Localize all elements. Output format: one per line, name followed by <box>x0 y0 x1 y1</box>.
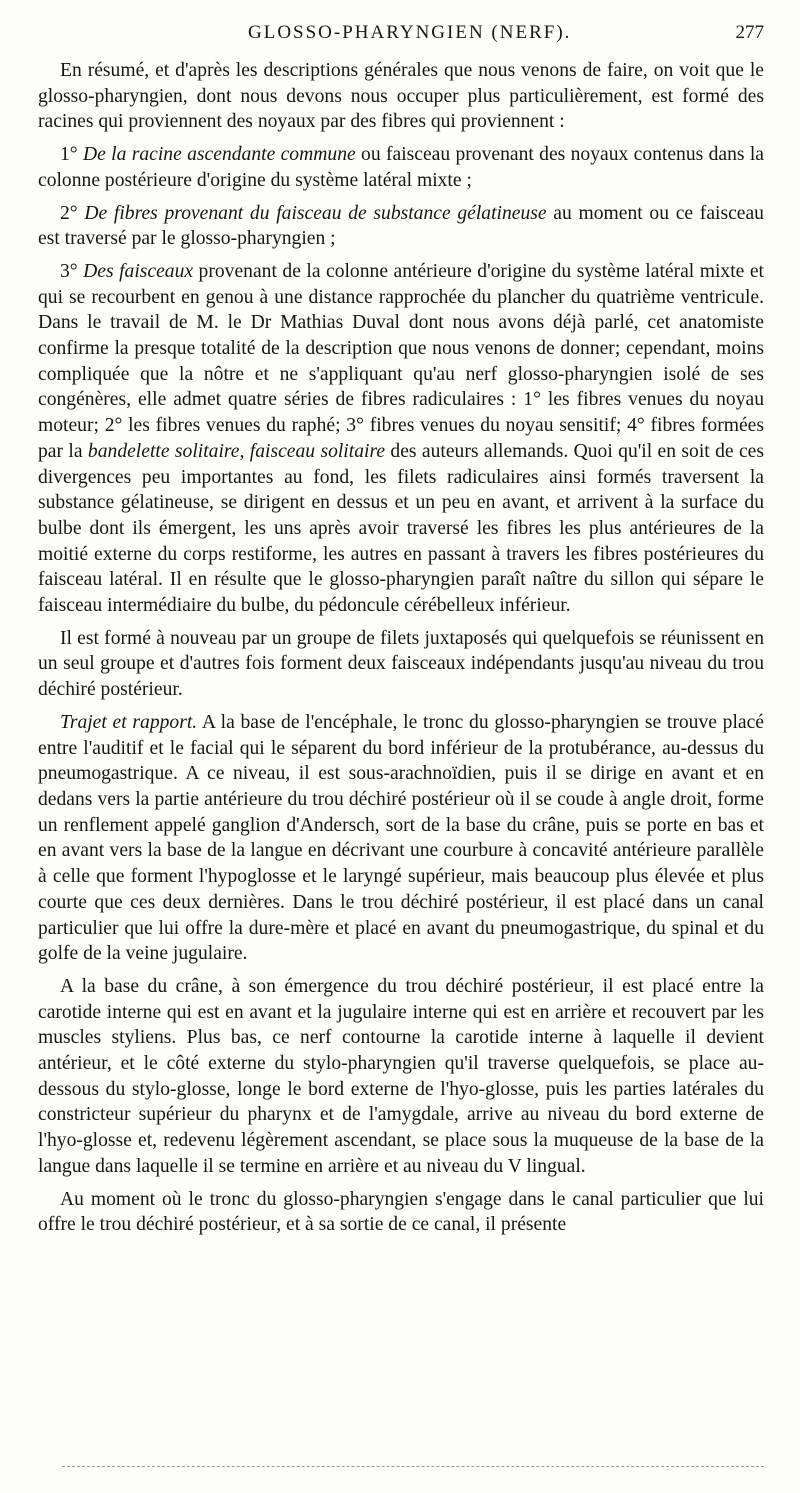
section-heading: Trajet et rapport. <box>60 711 198 733</box>
paragraph-item-3 <box>38 259 764 619</box>
paragraph-text: provenant de la colonne antérieure d'origine du système latéral mixte et qui se recourbent en genou à une distance rapprochée du plancher du quatrième ventricule. Dans le travail de M. le Dr Mathias Duval dont nous avons déjà parlé, cet anatomiste confirme la presque totalité de la description que nous venons de donner; cependant, moins compliquée que la nôtre et ne s'appliquant qu'au nerf glosso-pharyngien isolé de ses congénères, elle admet quatre séries de fibres radiculaires : 1° les fibres venues du noyau moteur; 2° les fibres venues du raphé; 3° fibres venues du noyau sensitif; 4° fibres formées par la <box>38 260 764 462</box>
paragraph-forme <box>38 626 764 703</box>
paragraph-base-crane <box>38 974 764 1180</box>
page-number: 277 <box>735 22 764 43</box>
item-number: 3° <box>60 260 78 282</box>
item-number: 2° <box>60 202 78 224</box>
paragraph-text: A la base de l'encéphale, le tronc du glosso-pharyngien se trouve placé entre l'auditif et le facial qui le séparent du bord inférieur de la protubérance, au-dessus du pneumogastrique. A ce niveau, il est sous-arachnoïdien, puis il se dirige en avant et en dedans vers la partie antérieure du trou déchiré postérieur où il se coude à angle droit, forme un renflement appelé ganglion d'Andersch, sort de la base du crâne, puis se porte en bas et en avant vers la base de la langue en décrivant une courbure à concavité antérieure parallèle à celle que forment l'hypoglosse et le laryngé supérieur, mais beaucoup plus élevée et plus courte que ces deux dernières. Dans le trou déchiré postérieur, il est placé dans un canal particulier que lui offre la dure-mère et placé en avant du pneumogastrique, du spinal et du golfe de la veine jugulaire. <box>38 711 764 965</box>
paragraph-trajet <box>38 710 764 967</box>
paragraph-text: En résumé, et d'après les descriptions générales que nous venons de faire, on voit que le glosso-pharyngien, dont nous devons nous occuper plus particulièrement, est formé des racines qui proviennent des noyaux par des fibres qui proviennent : <box>38 60 764 133</box>
paragraph-resume <box>38 58 764 135</box>
paragraph-text: Il est formé à nouveau par un groupe de filets juxtaposés qui quelquefois se réunissent en un seul groupe et d'autres fois forment deux faisceaux indépendants jusqu'au niveau du trou déchiré postérieur. <box>38 627 764 701</box>
paragraph-text-continued: des auteurs allemands. Quoi qu'il en soit de ces divergences peu importantes au fond, les filets radiculaires ainsi formés traversent la substance gélatineuse, se dirigent en dessus et un peu en avant, et arrivent à la surface du bulbe dont ils émergent, les uns après avoir traversé les fibres les plus antérieures de la moitié externe du corps restiforme, les autres en passant à travers les fibres postérieures du faisceau latéral. Il en résulte que le glosso-pharyngien paraît naître du sillon qui sépare le faisceau intermédiaire du bulbe, du pédoncule cérébelleux inférieur. <box>38 440 764 617</box>
paragraph-text: A la base du crâne, à son émergence du trou déchiré postérieur, il est placé entre la carotide interne qui est en avant et la jugulaire interne qui est en arrière et recouvert par les muscles styliens. Plus bas, ce nerf contourne la carotide interne à laquelle il devient antérieur, et le côté externe du stylo-pharyngien qu'il traverse quelquefois, se place au-dessous du stylo-glosse, longe le bord externe de l'hyo-glosse, puis les parties latérales du constricteur supérieur du pharynx et de l'amygdale, arrive au niveau du bord externe de l'hyo-glosse et, redevenu légèrement ascendant, se place sous la muqueuse de la base de la langue dans laquelle il se termine en arrière et au niveau du V lingual. <box>38 975 764 1177</box>
page-header <box>38 22 764 50</box>
paragraph-moment <box>38 1187 764 1238</box>
paragraph-text: au moment ou ce faisceau est traversé par le glosso-pharyngien ; <box>38 202 764 250</box>
paragraph-item-2 <box>38 201 764 252</box>
item-heading: De fibres provenant du faisceau de substance gélatineuse <box>84 202 547 224</box>
page-body <box>38 58 764 1238</box>
item-heading: De la racine ascendante commune <box>82 144 356 166</box>
item-heading: Des faisceaux <box>83 260 194 282</box>
footer-divider <box>62 1466 764 1467</box>
item-number: 1° <box>60 144 78 166</box>
paragraph-text: Au moment où le tronc du glosso-pharyngien s'engage dans le canal particulier que lui offre le trou déchiré postérieur, et à sa sortie de ce canal, il présente <box>38 1188 764 1236</box>
running-title: GLOSSO-PHARYNGIEN (NERF). <box>248 22 572 43</box>
paragraph-item-1 <box>38 142 764 193</box>
paragraph-text: ou faisceau provenant des noyaux contenus dans la colonne postérieure d'origine du système latéral mixte ; <box>38 144 765 191</box>
italic-term: bandelette solitaire, faisceau solitaire <box>87 440 386 462</box>
